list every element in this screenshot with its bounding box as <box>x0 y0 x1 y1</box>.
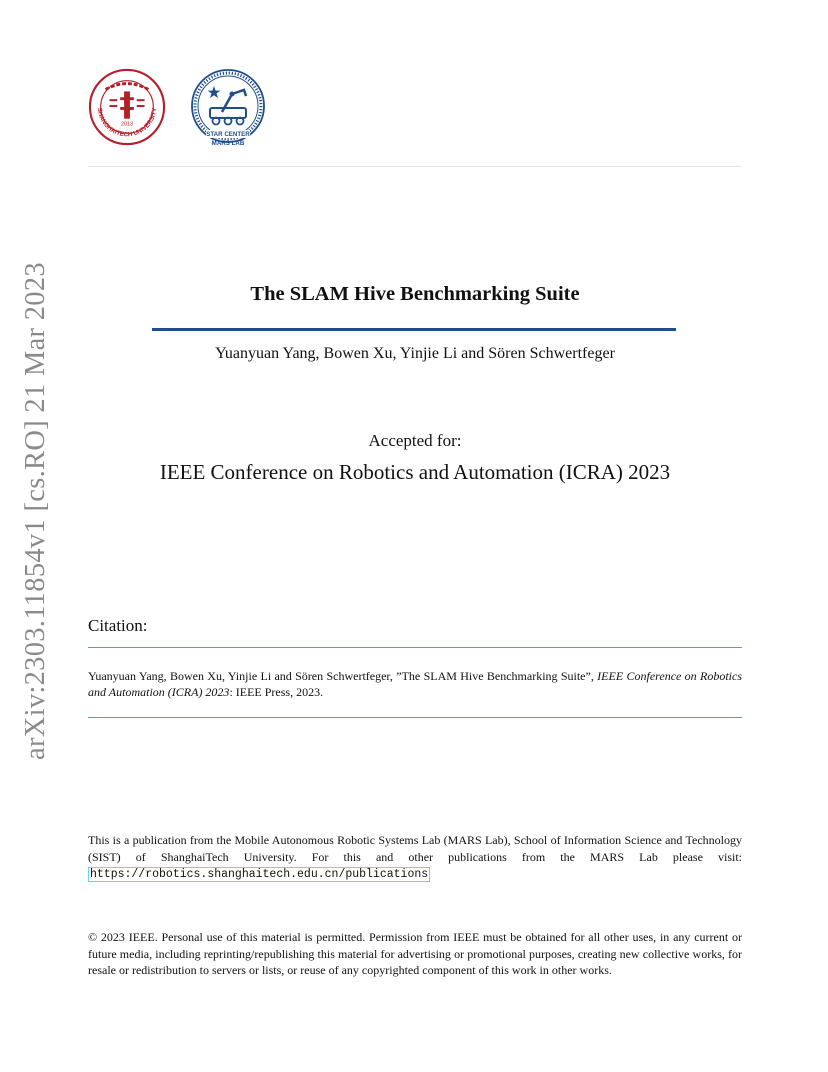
citation-bottom-rule <box>88 717 742 718</box>
title-underline <box>152 328 676 331</box>
mars-logo-line1: STAR CENTER <box>206 131 250 138</box>
publication-note <box>88 832 742 882</box>
citation-text <box>88 668 742 700</box>
header-divider <box>88 166 742 167</box>
accepted-label: Accepted for: <box>368 431 462 450</box>
header-logos <box>88 68 288 148</box>
citation-top-rule <box>88 647 742 648</box>
copyright-notice: © 2023 IEEE. Personal use of this material is permitted. Permission from IEEE must be obtained for all other uses, in any current or future media, including reprinting/republishing this material for advertising or promotional purposes, creating new collective works, for resale or redistribution to servers or lists, or reuse of any copyrighted component of this work in other works. <box>88 930 742 977</box>
paper-title: The SLAM Hive Benchmarking Suite <box>250 283 580 305</box>
venue-name: IEEE Conference on Robotics and Automation (ICRA) 2023 <box>159 460 671 484</box>
mars-logo-line2: MARS LAB <box>211 140 245 147</box>
citation-tail: : IEEE Press, 2023. <box>229 685 324 699</box>
citation-lead: Yuanyuan Yang, Bowen Xu, Yinjie Li and Sören Schwertfeger, ”The SLAM Hive Benchmarking Suite”, <box>88 669 598 683</box>
citation-heading: Citation: <box>88 616 148 635</box>
seal-university-name: SHANGHAITECH UNIVERSITY <box>95 107 159 139</box>
publication-note-text: This is a publication from the Mobile Autonomous Robotic Systems Lab (MARS Lab), School of Information Science and Technology (SIST) of ShanghaiTech University. For this and other publications from the MARS Lab please visit: <box>88 833 742 864</box>
citation-venue: IEEE Conference on Robotics and Automation (ICRA) 2023 <box>88 669 742 699</box>
seal-year: 2013 <box>121 121 133 128</box>
mars-lab-star-center-icon <box>188 68 268 148</box>
shanghaitech-university-seal-icon <box>88 68 166 146</box>
publications-link[interactable]: https://robotics.shanghaitech.edu.cn/publications <box>90 868 429 881</box>
paper-authors: Yuanyuan Yang, Bowen Xu, Yinjie Li and Sören Schwertfeger <box>215 345 615 362</box>
arxiv-identifier: arXiv:2303.11854v1 [cs.RO] 21 Mar 2023 <box>20 262 51 760</box>
